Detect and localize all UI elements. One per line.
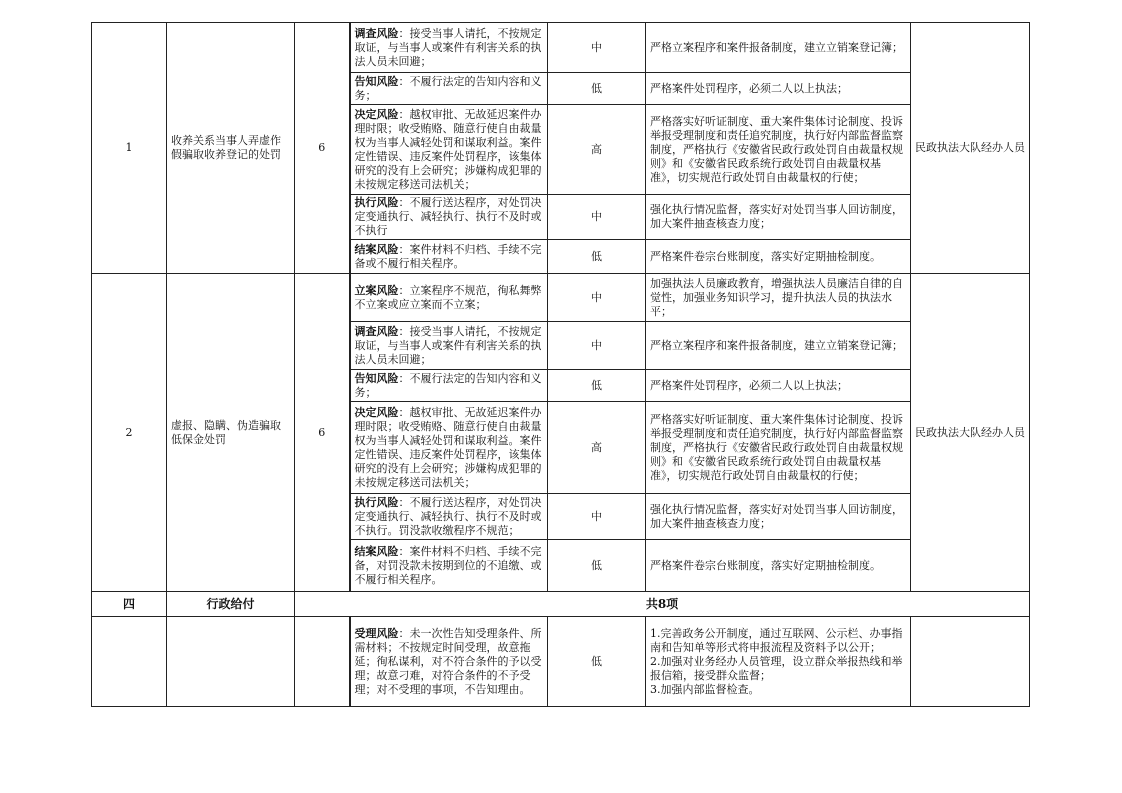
risk-name: 告知风险 xyxy=(354,371,399,385)
risk-desc: ：未一次性告知受理条件、所需材料；不按规定时间受理，故意拖延；徇私谋利，对不符合条件的予以受理；故意刁难，对符合条件的不予受理；对不受理的事项，不告知理由。 xyxy=(354,626,542,696)
risk-level: 中 xyxy=(548,23,646,73)
blank-count-cell xyxy=(295,617,350,707)
measure-line: 3.加强内部监督检查。 xyxy=(650,682,760,696)
risk-cell xyxy=(350,73,548,105)
risk-cell xyxy=(350,540,548,592)
responsible-dept: 民政执法大队经办人员 xyxy=(911,274,1030,592)
risk-cell xyxy=(350,23,548,73)
risk-name: 告知风险 xyxy=(354,74,399,88)
risk-measure: 严格落实好听证制度、重大案件集体讨论制度、投诉举报受理制度和责任追究制度，执行好内部监督监察制度，严格执行《安徽省民政行政处罚自由裁量权规则》和《安徽省民政系统行政处罚自由裁量权基准》，切实规范行政处罚自由裁量权的行使； xyxy=(646,402,911,494)
risk-name: 决定风险 xyxy=(354,107,399,121)
section-name: 行政给付 xyxy=(167,592,295,617)
risk-name: 执行风险 xyxy=(354,495,399,509)
risk-level: 低 xyxy=(548,240,646,274)
risk-name: 调查风险 xyxy=(354,324,399,338)
risk-measure: 严格落实好听证制度、重大案件集体讨论制度、投诉举报受理制度和责任追究制度，执行好内部监督监察制度，严格执行《安徽省民政行政处罚自由裁量权规则》和《安徽省民政系统行政处罚自由裁量权基准》，切实规范行政处罚自由裁量权的行使； xyxy=(646,105,911,195)
risk-measure: 强化执行情况监督，落实好对处罚当事人回访制度，加大案件抽查核查力度； xyxy=(646,195,911,240)
risk-desc: ：不履行送达程序，对处罚决定变通执行、减轻执行、执行不及时或不执行 xyxy=(354,196,542,237)
risk-cell xyxy=(350,274,548,322)
risk-measure: 严格立案程序和案件报备制度，建立立销案登记簿； xyxy=(646,322,911,370)
risk-table xyxy=(91,22,1030,707)
risk-name: 受理风险 xyxy=(354,626,399,640)
risk-cell xyxy=(350,105,548,195)
risk-measure: 严格案件处罚程序，必须二人以上执法； xyxy=(646,73,911,105)
risk-level: 低 xyxy=(548,73,646,105)
risk-desc: ：越权审批、无故延迟案件办理时限；收受贿赂、随意行使自由裁量权为当事人减轻处罚和谋取利益。案件定性错误、违反案件处罚程序，该集体研究的没有上会研究；涉嫌构成犯罪的未按规定移送司法机关； xyxy=(354,107,542,191)
item-name: 收养关系当事人弄虚作假骗取收养登记的处罚 xyxy=(167,23,295,274)
risk-level: 高 xyxy=(548,105,646,195)
risk-name: 结案风险 xyxy=(354,544,399,558)
item-index: 2 xyxy=(92,274,167,592)
measure-line: 1.完善政务公开制度，通过互联网、公示栏、办事指南和告知单等形式将申报流程及资料予以公开； xyxy=(650,626,903,654)
risk-desc: ：案件材料不归档、手续不完备或不履行相关程序。 xyxy=(354,242,542,270)
risk-name: 立案风险 xyxy=(354,283,399,297)
risk-name: 结案风险 xyxy=(354,242,399,256)
responsible-dept: 民政执法大队经办人员 xyxy=(911,23,1030,274)
risk-desc: ：立案程序不规范，徇私舞弊不立案或应立案而不立案； xyxy=(354,283,542,311)
table-row xyxy=(92,23,1030,73)
risk-desc: ：越权审批、无故延迟案件办理时限；收受贿赂、随意行使自由裁量权为当事人减轻处罚和谋取利益。案件定性错误、违反案件处罚程序，该集体研究的没有上会研究；涉嫌构成犯罪的未按规定移送司法机关； xyxy=(354,405,542,489)
item-count: 6 xyxy=(295,23,350,274)
risk-name: 决定风险 xyxy=(354,405,399,419)
risk-measure: 严格案件卷宗台账制度，落实好定期抽检制度。 xyxy=(646,540,911,592)
section-summary: 共8项 xyxy=(295,592,1030,617)
risk-cell xyxy=(350,370,548,402)
risk-cell xyxy=(350,322,548,370)
risk-cell xyxy=(350,402,548,494)
risk-measure: 严格案件卷宗台账制度，落实好定期抽检制度。 xyxy=(646,240,911,274)
table-row xyxy=(92,274,1030,322)
risk-desc: ：案件材料不归档、手续不完备，对罚没款未按期到位的不追缴、或不履行相关程序。 xyxy=(354,544,542,586)
risk-desc: ：接受当事人请托，不按规定取证，与当事人或案件有利害关系的执法人员未回避； xyxy=(354,324,542,366)
measure-line: 2.加强对业务经办人员管理，设立群众举报热线和举报信箱，接受群众监督； xyxy=(650,654,903,682)
table-row xyxy=(92,617,1030,707)
risk-measure: 严格案件处罚程序，必须二人以上执法； xyxy=(646,370,911,402)
risk-level: 高 xyxy=(548,402,646,494)
risk-measure: 强化执行情况监督，落实好对处罚当事人回访制度，加大案件抽查核查力度； xyxy=(646,494,911,540)
risk-level: 中 xyxy=(548,322,646,370)
risk-measure: 严格立案程序和案件报备制度，建立立销案登记簿； xyxy=(646,23,911,73)
blank-name-cell xyxy=(167,617,295,707)
blank-dept-cell xyxy=(911,617,1030,707)
risk-level: 低 xyxy=(548,617,646,707)
risk-cell xyxy=(350,195,548,240)
risk-cell xyxy=(350,240,548,274)
item-name: 虚报、隐瞒、伪造骗取低保金处罚 xyxy=(167,274,295,592)
risk-measure-list xyxy=(646,617,911,707)
risk-level: 中 xyxy=(548,195,646,240)
risk-cell xyxy=(350,494,548,540)
section-header-row xyxy=(92,592,1030,617)
risk-cell xyxy=(350,617,548,707)
risk-level: 低 xyxy=(548,540,646,592)
risk-desc: ：不履行法定的告知内容和义务； xyxy=(354,74,542,102)
item-count: 6 xyxy=(295,274,350,592)
risk-desc: ：不履行法定的告知内容和义务； xyxy=(354,371,542,399)
risk-name: 调查风险 xyxy=(354,26,399,40)
risk-measure: 加强执法人员廉政教育，增强执法人员廉洁自律的自觉性，加强业务知识学习，提升执法人员的执法水平； xyxy=(646,274,911,322)
risk-desc: ：不履行送达程序，对处罚决定变通执行、减轻执行、执行不及时或不执行。罚没款收缴程序不规范； xyxy=(354,495,542,537)
risk-level: 中 xyxy=(548,274,646,322)
risk-level: 低 xyxy=(548,370,646,402)
risk-level: 中 xyxy=(548,494,646,540)
blank-index-cell xyxy=(92,617,167,707)
item-index: 1 xyxy=(92,23,167,274)
section-index: 四 xyxy=(92,592,167,617)
risk-name: 执行风险 xyxy=(354,196,399,209)
risk-desc: ：接受当事人请托，不按规定取证，与当事人或案件有利害关系的执法人员未回避； xyxy=(354,26,542,68)
